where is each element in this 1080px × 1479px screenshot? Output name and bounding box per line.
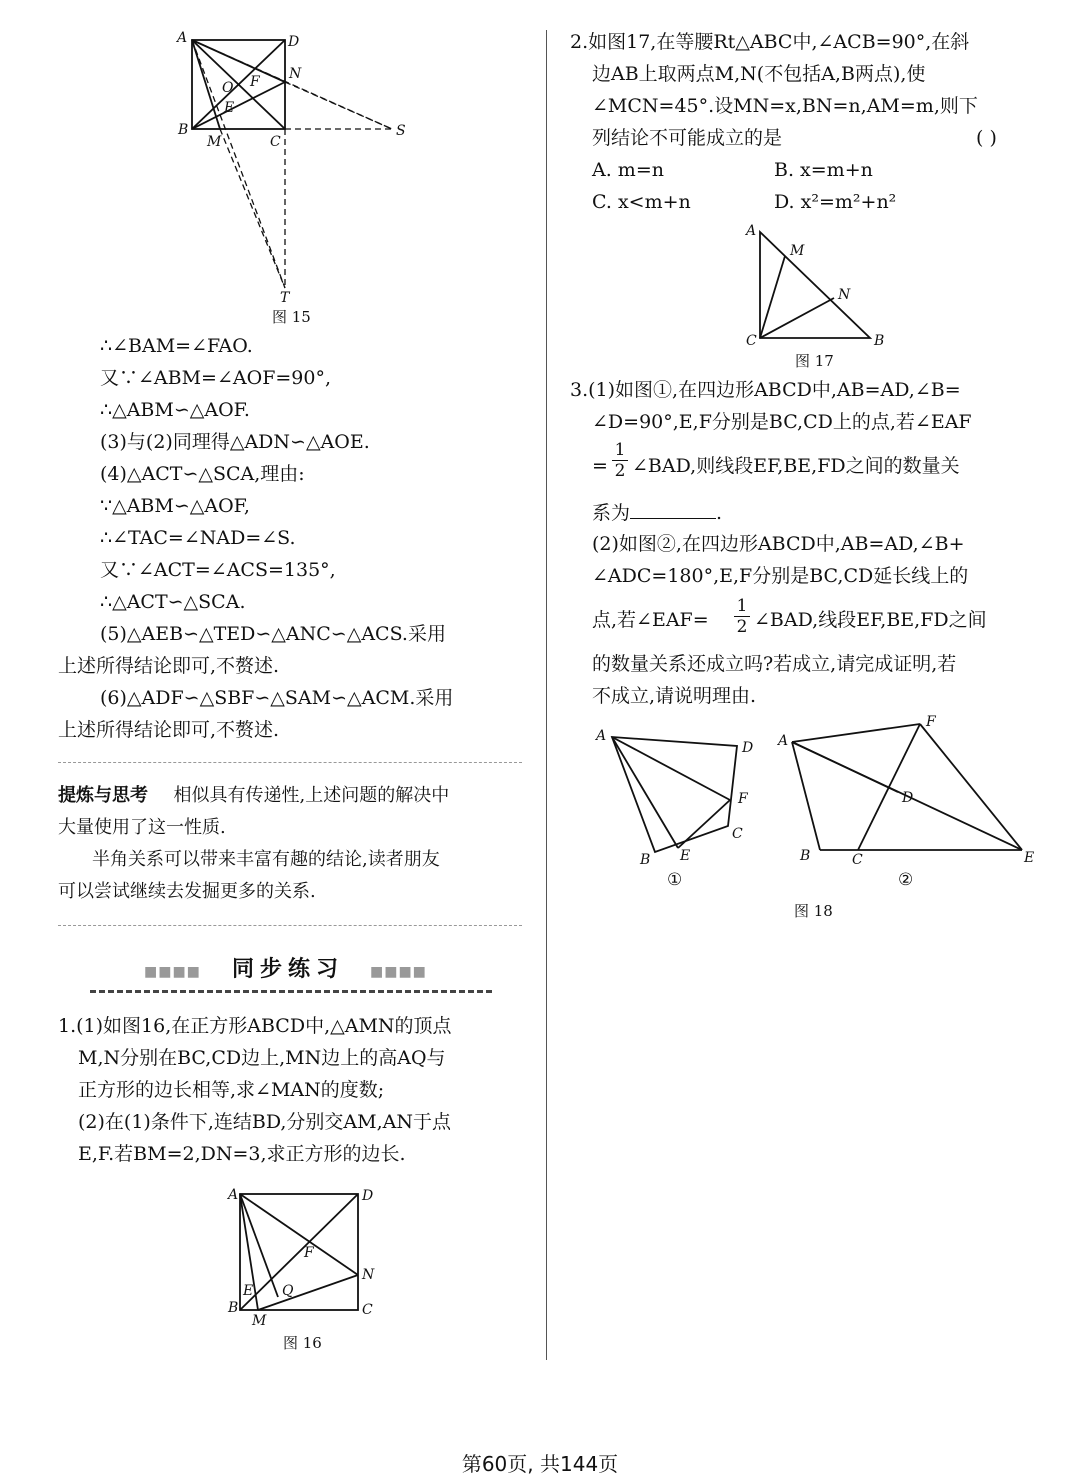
reflect-line-2: 大量使用了这一性质. (58, 817, 226, 838)
q3-line-2: ∠D=90°,E,F分别是BC,CD上的点,若∠EAF (592, 411, 972, 433)
fig18-1-label-C: C (732, 826, 743, 842)
fig18-2-label-E: E (1024, 850, 1035, 866)
fig15-label-E: E (224, 100, 235, 116)
fig17-label-N: N (838, 287, 851, 303)
reflect-text-1: 相似具有传递性,上述问题的解决中 (173, 785, 450, 806)
fig15-label-O: O (222, 80, 234, 96)
fig16-label-E: E (243, 1283, 254, 1299)
fig16-label-F: F (304, 1245, 314, 1261)
fig17-label-M: M (790, 243, 805, 259)
fig18-2-label-B: B (800, 848, 811, 864)
q2-line-1: 2.如图17,在等腰Rt△ABC中,∠ACB=90°,在斜 (570, 31, 970, 53)
q1-line-4: (2)在(1)条件下,连结BD,分别交AM,AN于点 (78, 1111, 451, 1133)
fig15-label-T: T (280, 290, 290, 306)
q3-line-7-pre: 点,若∠EAF= (592, 609, 709, 631)
q2-line-4: 列结论不可能成立的是 (592, 127, 783, 149)
fig18-2-label-A: A (778, 733, 789, 749)
fig18-1-label-E: E (680, 848, 691, 864)
proof-line-2: 又∵∠ABM=∠AOF=90°, (100, 367, 332, 389)
fig18-1-label-A: A (596, 728, 607, 744)
q3-line-9: 不成立,请说明理由. (592, 685, 757, 707)
fig17-label-C: C (746, 333, 757, 349)
proof-line-6: ∵△ABM∽△AOF, (100, 495, 250, 517)
q1-line-2: M,N分别在BC,CD边上,MN边上的高AQ与 (78, 1047, 446, 1069)
q2-line-2: 边AB上取两点M,N(不包括A,B两点),使 (592, 63, 926, 85)
fig15-label-B: B (178, 122, 189, 138)
fig16-caption: 图 16 (283, 1334, 322, 1352)
q3-line-7-post: ∠BAD,线段EF,BE,FD之间 (754, 609, 987, 631)
fig16-label-Q: Q (282, 1283, 294, 1299)
section-deco-right: ■■■■ (370, 964, 427, 980)
fig15-label-F: F (250, 74, 260, 90)
reflect-line-4: 可以尝试继续去发掘更多的关系. (58, 881, 316, 902)
q3-line-8: 的数量关系还成立吗?若成立,请完成证明,若 (592, 653, 957, 675)
proof-line-4: (3)与(2)同理得△ADN∽△AOE. (100, 431, 370, 453)
proof-line-11: 上述所得结论即可,不赘述. (58, 655, 280, 677)
proof-line-10: (5)△AEB∽△TED∽△ANC∽△ACS.采用 (100, 623, 446, 645)
fig18-2-label-F: F (926, 714, 936, 730)
q2-answer-paren: ( ) (976, 127, 997, 149)
fig18-1-label-D: D (742, 740, 754, 756)
fig16-label-B: B (228, 1300, 239, 1316)
reflect-heading: 提炼与思考 (58, 785, 148, 806)
fig18-1-label-B: B (640, 852, 651, 868)
q3-line-3-post: ∠BAD,则线段EF,BE,FD之间的数量关 (632, 455, 960, 477)
fig15-label-M: M (207, 134, 222, 150)
fig15-label-D: D (288, 34, 300, 50)
fig16-label-M: M (252, 1313, 267, 1329)
fig16-label-A: A (228, 1187, 239, 1203)
proof-line-12: (6)△ADF∽△SBF∽△SAM∽△ACM.采用 (100, 687, 454, 709)
fig17-label-A: A (746, 223, 757, 239)
q3-fraction-1-num: 1 (614, 440, 626, 460)
proof-line-3: ∴△ABM∽△AOF. (100, 399, 250, 421)
q3-line-6: ∠ADC=180°,E,F分别是BC,CD延长线上的 (592, 565, 969, 587)
fig16-label-C: C (362, 1302, 373, 1318)
q3-fraction-2-num: 1 (736, 596, 748, 616)
q2-line-3: ∠MCN=45°.设MN=x,BN=n,AM=m,则下 (592, 95, 978, 117)
proof-line-5: (4)△ACT∽△SCA,理由: (100, 463, 305, 485)
q3-fraction-1-den: 2 (612, 460, 628, 481)
proof-line-8: 又∵∠ACT=∠ACS=135°, (100, 559, 336, 581)
q2-option-b: B. x=m+n (774, 159, 873, 181)
fig18-sub-1: ① (667, 870, 683, 890)
q2-option-c: C. x<m+n (592, 191, 691, 213)
fig18-1-label-F: F (738, 791, 748, 807)
fig18-sub-2: ② (898, 870, 914, 890)
fig15-label-N: N (289, 66, 302, 82)
fig17-label-B: B (874, 333, 885, 349)
fig18-2-label-D: D (902, 790, 914, 806)
fig17-caption: 图 17 (795, 352, 834, 370)
proof-line-1: ∴∠BAM=∠FAO. (100, 335, 253, 357)
q3-line-1: 3.(1)如图①,在四边形ABCD中,AB=AD,∠B= (570, 379, 961, 401)
fig15-label-C: C (270, 134, 281, 150)
fig16-label-D: D (362, 1188, 374, 1204)
q2-option-a: A. m=n (592, 159, 664, 181)
section-title: 同步练习 (232, 957, 345, 982)
q3-line-5: (2)如图②,在四边形ABCD中,AB=AD,∠B+ (592, 533, 965, 555)
q1-line-5: E,F.若BM=2,DN=3,求正方形的边长. (78, 1143, 406, 1165)
proof-line-7: ∴∠TAC=∠NAD=∠S. (100, 527, 296, 549)
q1-line-1: 1.(1)如图16,在正方形ABCD中,△AMN的顶点 (58, 1015, 452, 1037)
fig15-caption: 图 15 (272, 308, 311, 326)
section-deco-left: ■■■■ (144, 964, 201, 980)
fig16-label-N: N (362, 1267, 375, 1283)
fig15-label-S: S (396, 123, 406, 139)
q3-line-4-text: 系为 (592, 502, 631, 524)
q3-line-3-pre: = (592, 455, 608, 477)
q3-fraction-2-den: 2 (734, 616, 750, 637)
fig18-2-label-C: C (852, 852, 863, 868)
page-footer: 第60页, 共144页 (461, 1452, 619, 1476)
proof-line-13: 上述所得结论即可,不赘述. (58, 719, 280, 741)
q3-line-4-end: . (716, 502, 723, 524)
q2-option-d: D. x²=m²+n² (774, 191, 897, 213)
fig18-caption: 图 18 (794, 902, 833, 920)
reflect-line-3: 半角关系可以带来丰富有趣的结论,读者朋友 (92, 849, 440, 870)
fig15-label-A: A (177, 30, 188, 46)
proof-line-9: ∴△ACT∽△SCA. (100, 591, 246, 613)
q1-line-3: 正方形的边长相等,求∠MAN的度数; (78, 1079, 385, 1101)
